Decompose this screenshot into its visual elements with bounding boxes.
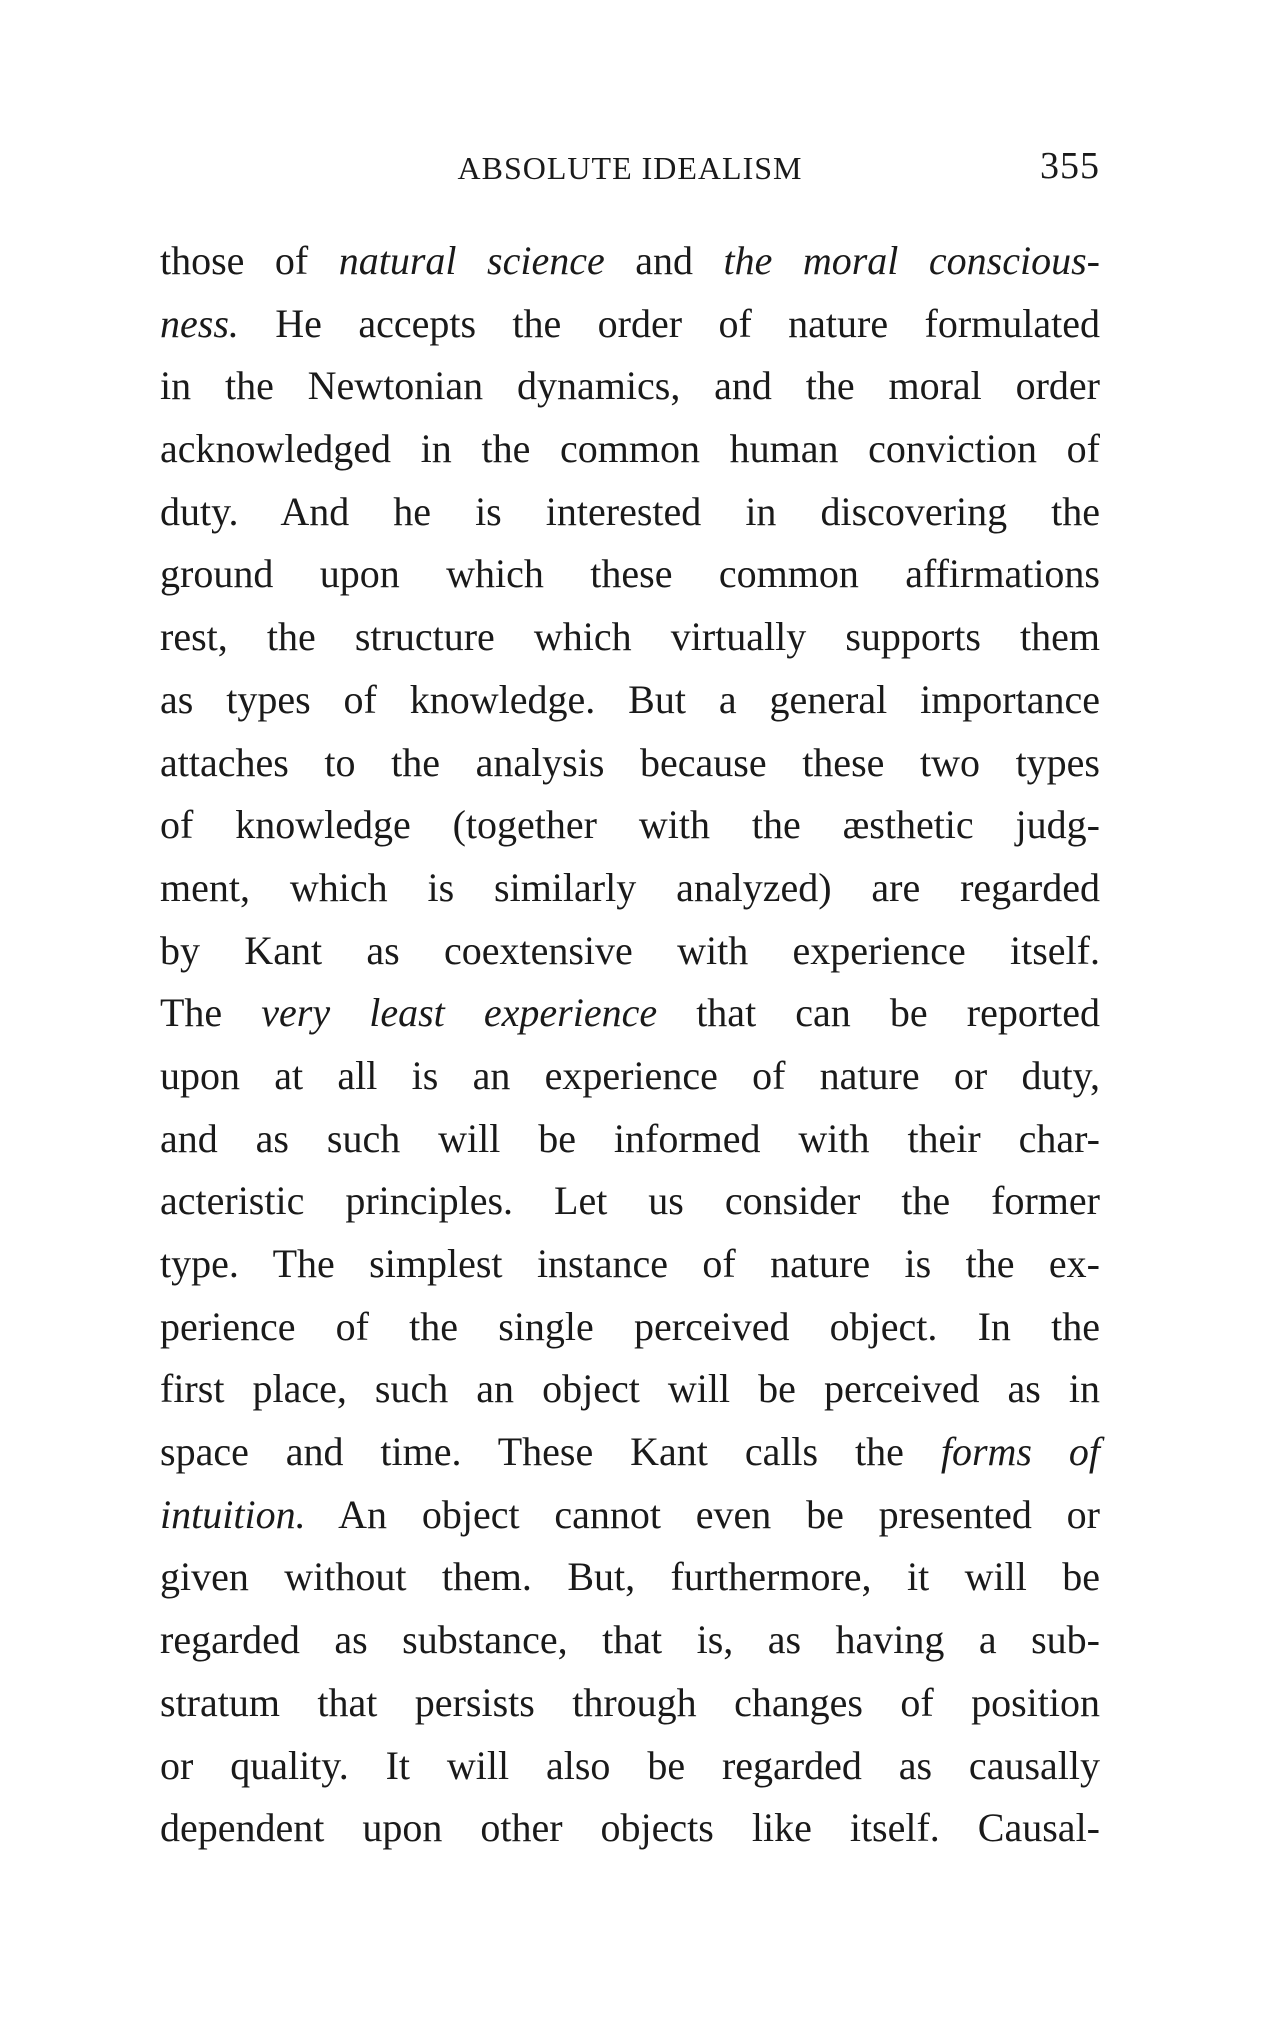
text-span: upon at all is an experience of nature or duty, [160, 1052, 1100, 1098]
text-span: dependent upon other objects like itself. Causal- [160, 1805, 1100, 1851]
text-span: by Kant as coextensive with experience itself. [160, 927, 1100, 973]
text-span: regarded as substance, that is, as having a sub- [160, 1617, 1100, 1663]
text-line [160, 1170, 1100, 1233]
running-title: ABSOLUTE IDEALISM [457, 150, 803, 186]
text-span: given without them. But, furthermore, it will be [160, 1554, 1100, 1600]
text-line [160, 1484, 1100, 1547]
text-line [160, 857, 1100, 920]
text-span: rest, the structure which virtually supports them [160, 614, 1100, 660]
text-span: The [160, 990, 262, 1036]
text-span: as types of knowledge. But a general importance [160, 676, 1100, 722]
text-span: ment, which is similarly analyzed) are regarded [160, 864, 1100, 910]
text-line [160, 1358, 1100, 1421]
body-text [160, 230, 1100, 1860]
text-span: ground upon which these common affirmations [160, 551, 1100, 597]
text-span: and as such will be informed with their char- [160, 1115, 1100, 1161]
text-span: acknowledged in the common human conviction of [160, 426, 1100, 472]
text-span: in the Newtonian dynamics, and the moral order [160, 363, 1100, 409]
text-span: and [604, 238, 724, 283]
text-span: those of [160, 238, 339, 283]
text-span: that can be reported [657, 990, 1101, 1036]
italic-text: very least experience [261, 990, 658, 1036]
text-span: He accepts the order of nature formulated [238, 300, 1100, 346]
text-line [160, 355, 1100, 418]
text-span: duty. And he is interested in discovering the [160, 488, 1100, 534]
text-span: of knowledge (together with the æsthetic judg- [160, 802, 1100, 848]
text-line [160, 418, 1100, 481]
italic-text: natural science [338, 238, 605, 283]
text-line [160, 481, 1100, 544]
text-line [160, 1233, 1100, 1296]
text-line [160, 1546, 1100, 1609]
text-line [160, 1108, 1100, 1171]
text-line [160, 1735, 1100, 1798]
text-line [160, 669, 1100, 732]
text-span: space and time. These Kant calls the [160, 1429, 941, 1475]
text-line [160, 543, 1100, 606]
page-number: 355 [1040, 145, 1100, 187]
italic-text: ness. [160, 300, 239, 346]
text-span: An object cannot even be presented or [305, 1491, 1100, 1537]
text-line [160, 920, 1100, 983]
text-line [160, 1045, 1100, 1108]
text-span: attaches to the analysis because these two types [160, 739, 1100, 785]
text-line [160, 1797, 1100, 1860]
text-line [160, 606, 1100, 669]
text-span: acteristic principles. Let us consider the former [160, 1178, 1100, 1224]
text-span: type. The simplest instance of nature is the ex- [160, 1241, 1100, 1286]
text-span: stratum that persists through changes of position [160, 1679, 1100, 1725]
text-line [160, 1609, 1100, 1672]
italic-text: the moral conscious- [723, 238, 1100, 283]
text-line [160, 794, 1100, 857]
text-line [160, 732, 1100, 795]
text-span: perience of the single perceived object. In the [160, 1303, 1100, 1349]
text-line [160, 1421, 1100, 1484]
text-line [160, 293, 1100, 356]
page-header [160, 144, 1100, 196]
text-line [160, 982, 1100, 1045]
text-span: first place, such an object will be perceived as in [160, 1366, 1100, 1412]
italic-text: forms of [940, 1429, 1100, 1475]
text-line [160, 1296, 1100, 1359]
text-span: or quality. It will also be regarded as causally [160, 1742, 1100, 1788]
text-line [160, 1672, 1100, 1735]
italic-text: intuition. [160, 1491, 306, 1537]
text-line [160, 230, 1100, 293]
